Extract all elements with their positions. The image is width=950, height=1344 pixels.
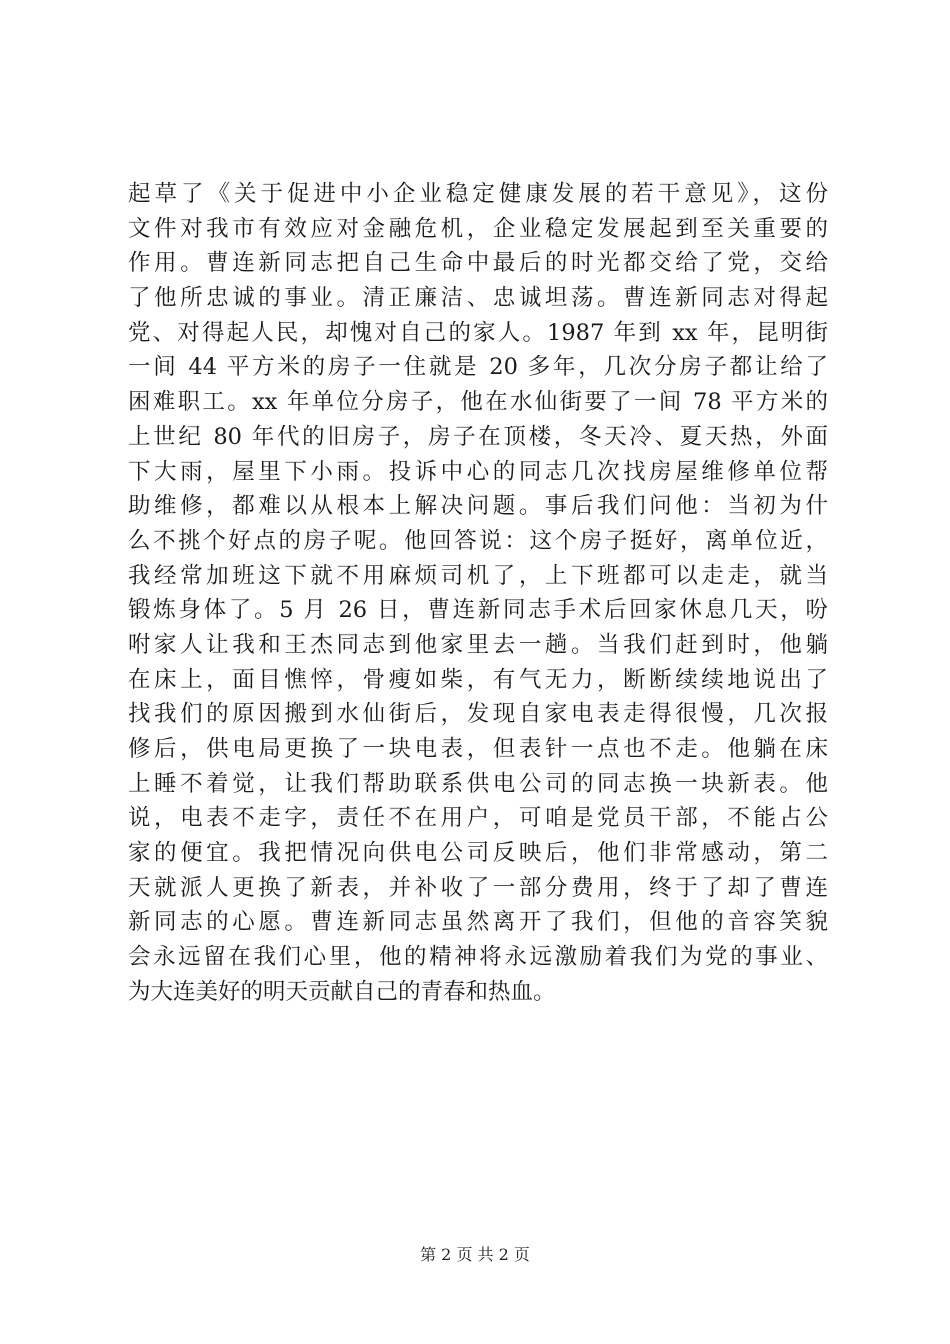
- text-line: 家的便宜。我把情况向供电公司反映后，他们非常感动，第二: [128, 840, 828, 867]
- page-number-footer: 第 2 页 共 2 页: [420, 1245, 530, 1264]
- text-line: 助维修，都难以从根本上解决问题。事后我们问他：当初为什: [128, 493, 828, 520]
- text-line: 我经常加班这下就不用麻烦司机了，上下班都可以走走，就当: [128, 562, 828, 589]
- text-line: 上睡不着觉，让我们帮助联系供电公司的同志换一块新表。他: [128, 770, 828, 797]
- text-line: 一间 44 平方米的房子一住就是 20 多年，几次分房子都让给了: [128, 354, 828, 381]
- text-line: 上世纪 80 年代的旧房子，房子在顶楼，冬天冷、夏天热，外面: [128, 423, 828, 450]
- text-line: 会永远留在我们心里，他的精神将永远激励着我们为党的事业、: [128, 944, 828, 971]
- body-text: [128, 177, 828, 1010]
- text-line: 天就派人更换了新表，并补收了一部分费用，终于了却了曹连: [128, 874, 828, 901]
- text-line: 新同志的心愿。曹连新同志虽然离开了我们，但他的音容笑貌: [128, 909, 828, 936]
- text-line: 下大雨，屋里下小雨。投诉中心的同志几次找房屋维修单位帮: [128, 458, 828, 485]
- text-line: 作用。曹连新同志把自己生命中最后的时光都交给了党，交给: [128, 250, 828, 277]
- text-line: 找我们的原因搬到水仙街后，发现自家电表走得很慢，几次报: [128, 701, 828, 728]
- text-line: 文件对我市有效应对金融危机，企业稳定发展起到至关重要的: [128, 215, 828, 242]
- text-line: 在床上，面目憔悴，骨瘦如柴，有气无力，断断续续地说出了: [128, 666, 828, 693]
- text-line: 党、对得起人民，却愧对自己的家人。1987 年到 xx 年，昆明街: [128, 319, 828, 346]
- text-line: 咐家人让我和王杰同志到他家里去一趟。当我们赶到时，他躺: [128, 631, 828, 658]
- text-line: 困难职工。xx 年单位分房子，他在水仙街要了一间 78 平方米的: [128, 389, 828, 416]
- text-line: 修后，供电局更换了一块电表，但表针一点也不走。他躺在床: [128, 736, 828, 762]
- text-line: 为大连美好的明天贡献自己的青春和热血。: [128, 978, 556, 1005]
- text-line: 了他所忠诚的事业。清正廉洁、忠诚坦荡。曹连新同志对得起: [128, 285, 828, 312]
- text-line: 说，电表不走字，责任不在用户，可咱是党员干部，不能占公: [128, 805, 828, 832]
- text-line: 起草了《关于促进中小企业稳定健康发展的若干意见》，这份: [128, 181, 828, 207]
- text-line: 锻炼身体了。5 月 26 日，曹连新同志手术后回家休息几天，吩: [128, 597, 828, 624]
- text-line: 么不挑个好点的房子呢。他回答说：这个房子挺好，离单位近，: [128, 527, 828, 554]
